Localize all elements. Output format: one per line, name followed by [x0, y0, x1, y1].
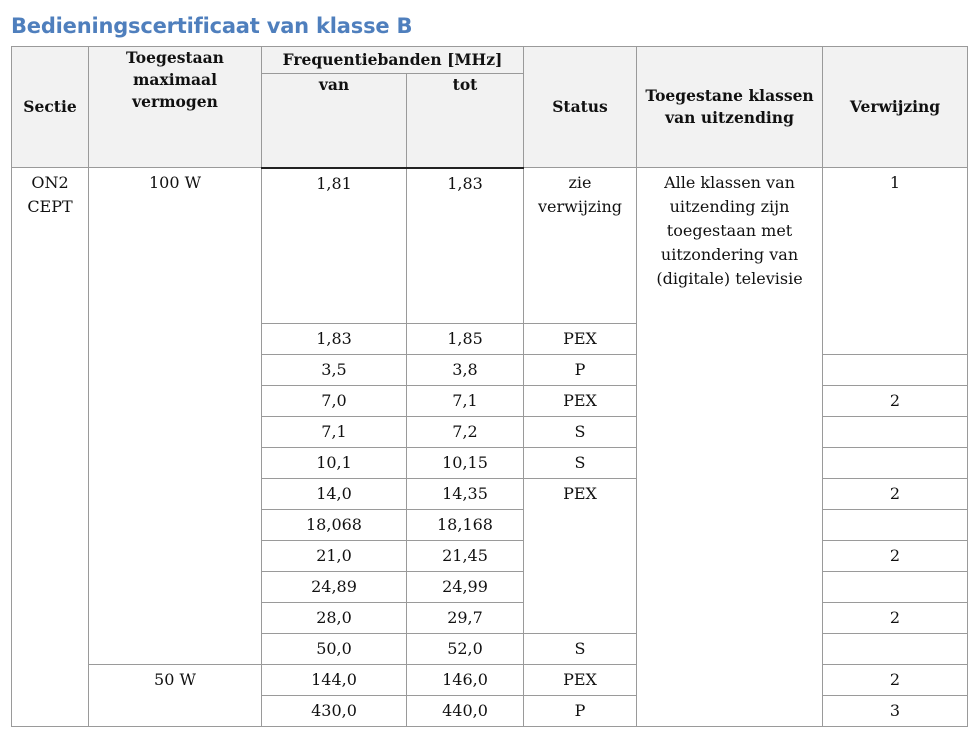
verwijzing-cell: 3: [823, 696, 968, 727]
verwijzing-cell: [823, 448, 968, 479]
van-cell: 10,1: [262, 448, 407, 479]
table-row: [12, 168, 968, 324]
header-sectie: Sectie: [12, 47, 89, 168]
header-frequentiebanden: Frequentiebanden [MHz]: [262, 47, 524, 74]
status-cell: PEX: [524, 665, 637, 696]
tot-cell: 7,1: [407, 386, 524, 417]
status-cell: S: [524, 417, 637, 448]
tot-cell: 146,0: [407, 665, 524, 696]
verwijzing-cell: 2: [823, 603, 968, 634]
tot-cell: 440,0: [407, 696, 524, 727]
van-cell: 1,83: [262, 324, 407, 355]
van-cell: 50,0: [262, 634, 407, 665]
status-cell: PEX: [524, 386, 637, 417]
status-cell: P: [524, 696, 637, 727]
van-cell: 144,0: [262, 665, 407, 696]
van-cell: 3,5: [262, 355, 407, 386]
van-cell: 1,81: [262, 168, 407, 324]
van-cell: 14,0: [262, 479, 407, 510]
tot-cell: 24,99: [407, 572, 524, 603]
status-cell: S: [524, 634, 637, 665]
header-vermogen: Toegestaan maximaal vermogen: [89, 47, 262, 168]
verwijzing-cell: [823, 572, 968, 603]
tot-cell: 18,168: [407, 510, 524, 541]
van-cell: 7,1: [262, 417, 407, 448]
header-status: Status: [524, 47, 637, 168]
verwijzing-cell: [823, 417, 968, 448]
header-verwijzing: Verwijzing: [823, 47, 968, 168]
sectie-cell: ON2 CEPT: [12, 168, 89, 727]
verwijzing-cell: [823, 634, 968, 665]
van-cell: 24,89: [262, 572, 407, 603]
status-cell: PEX: [524, 324, 637, 355]
tot-cell: 29,7: [407, 603, 524, 634]
van-cell: 28,0: [262, 603, 407, 634]
tot-cell: 1,83: [407, 168, 524, 324]
van-cell: 7,0: [262, 386, 407, 417]
tot-cell: 14,35: [407, 479, 524, 510]
header-van: van: [262, 74, 407, 168]
tot-cell: 7,2: [407, 417, 524, 448]
vermogen-cell: 100 W: [89, 168, 262, 665]
verwijzing-cell: [823, 510, 968, 541]
van-cell: 430,0: [262, 696, 407, 727]
tot-cell: 3,8: [407, 355, 524, 386]
table-row: [12, 665, 968, 696]
frequency-bands-table: [11, 46, 968, 727]
status-cell: zie verwijzing: [524, 168, 637, 324]
van-cell: 18,068: [262, 510, 407, 541]
verwijzing-cell: 1: [823, 168, 968, 355]
status-cell: PEX: [524, 479, 637, 634]
tot-cell: 21,45: [407, 541, 524, 572]
verwijzing-cell: [823, 355, 968, 386]
tot-cell: 52,0: [407, 634, 524, 665]
tot-cell: 1,85: [407, 324, 524, 355]
verwijzing-cell: 2: [823, 386, 968, 417]
vermogen-cell: 50 W: [89, 665, 262, 727]
van-cell: 21,0: [262, 541, 407, 572]
header-tot: tot: [407, 74, 524, 168]
status-cell: P: [524, 355, 637, 386]
klassen-cell: Alle klassen van uitzending zijn toegestaan met uitzondering van (digitale) televisie: [637, 168, 823, 727]
tot-cell: 10,15: [407, 448, 524, 479]
verwijzing-cell: 2: [823, 665, 968, 696]
status-cell: S: [524, 448, 637, 479]
verwijzing-cell: 2: [823, 541, 968, 572]
page-title: Bedieningscertificaat van klasse B: [11, 14, 413, 38]
header-klassen: Toegestane klassen van uitzending: [637, 47, 823, 168]
verwijzing-cell: 2: [823, 479, 968, 510]
